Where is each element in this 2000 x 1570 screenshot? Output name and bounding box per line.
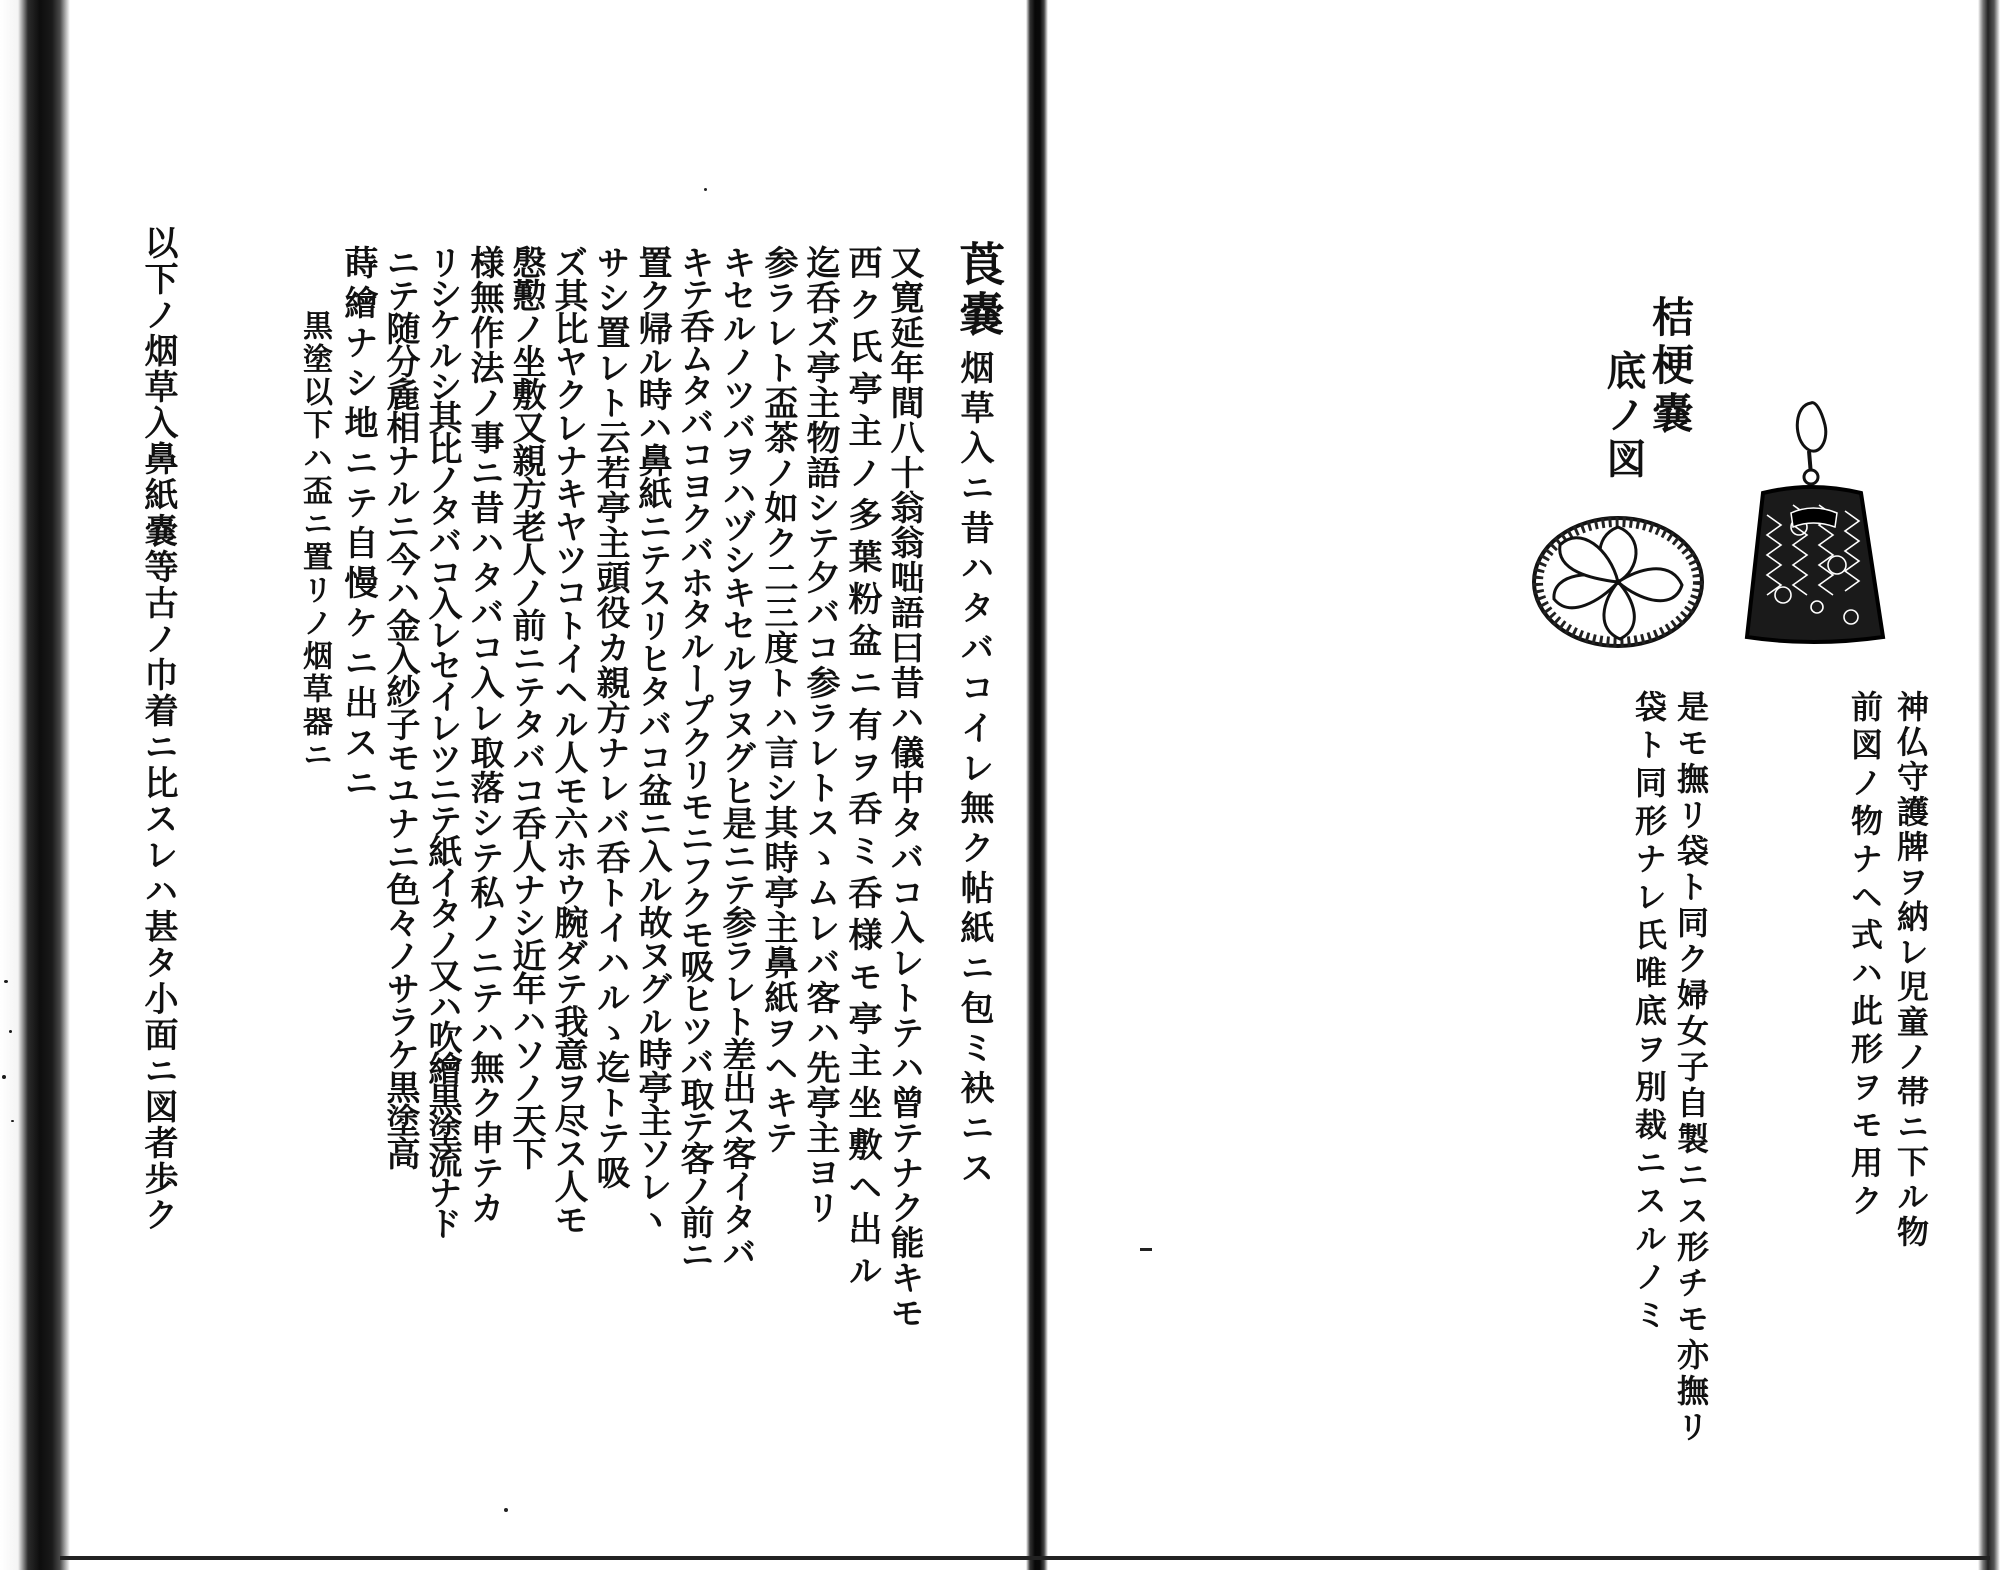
body-column-7: 置ク帰ル時ハ鼻紙ニテスリヒタバコ盆ニ入ル故ヌグル時亭主ソレヽ — [632, 245, 672, 1235]
body-column-1: 又寛延年間八十翁翁咄語曰昔ハ儀中タバコ入レトテハ曾テナク能キモ — [884, 245, 924, 1330]
ink-speck — [704, 188, 707, 191]
body-column-4: 参ラレト盃茶ノ如ク二三度トハ言シ其時亭主鼻紙ヲヘキテ — [758, 245, 798, 1155]
body-column-9: ズ其比ヤクレナキヤツコトイヘル人モ六ホウ腕ダテ我意ヲ尽ス人モ — [548, 245, 588, 1235]
ink-speck — [504, 1508, 508, 1512]
right-page-subtitle: 底ノ図 — [1600, 350, 1647, 482]
right-page — [1048, 0, 1978, 1556]
body-column-5: キセルノツバヲハヅシキセルヲヌグヒ是ニテ参ラレト差出ス客イタバ — [716, 245, 756, 1268]
body-column-13: ニテ随分麁相ナルニ今ハ金入紗子モユナニ色々ノサラケ黒塗高 — [380, 245, 420, 1169]
body-column-3: 迄呑ズ亭主物語シテ夕バコ参ラレトスゝムレバ客ハ先亭主ヨリ — [800, 245, 840, 1225]
amulet-pouch-icon — [1733, 395, 1893, 650]
body-column-14: 蒔繪ナシ地ニテ自慢ケニ出スニ — [338, 245, 378, 805]
body-column-8: サシ置レト云若亭主頭役カ親方ナレバ呑トイハルゝ迄トテ吸 — [590, 245, 630, 1190]
caption-column-2: 前図ノ物ナヘ式ハ此形ヲモ用ク — [1846, 690, 1884, 1222]
left-page-title: 莨嚢 — [952, 240, 1006, 340]
bellflower-base-icon — [1530, 515, 1705, 650]
body-column-12: リシケルシ其比ノタバコ入レセイレツニテ紙イタノ又ハ吹繪黒塗流ナド — [422, 245, 462, 1237]
right-page-edge — [1978, 0, 2000, 1570]
left-page-heading-remainder: 烟草入ニ昔ハタバコイレ無ク帖紙ニ包ミ袂ニス — [954, 350, 994, 1190]
body-column-2: 西ク氏亭主ノ多葉粉盆ニ有ヲ呑ミ呑様モ亭主坐敷ヘ出ル — [842, 245, 882, 1295]
caption-column-3: 是モ撫リ袋ト同ク婦女子自製ニス形チモ亦撫リ — [1672, 690, 1710, 1446]
left-page-note: 以下ノ烟草入鼻紙嚢等古ノ巾着ニ比スレハ甚タ小面ニ図者歩ク — [138, 225, 178, 1233]
body-column-6: キテ呑ムタバコヨクバホタループクリモニフクモ吸ヒツバ取テ客ノ前ニ — [674, 245, 714, 1269]
body-column-11: 様無作法ノ事ニ昔ハタバコ入レ取落シテ私ノニテハ無ク申テカ — [464, 245, 504, 1225]
caption-column-4: 袋ト同形ナレ氏唯底ヲ別裁ニスルノミ — [1630, 690, 1668, 1336]
caption-column-1: 神仏守護牌ヲ納レ児童ノ帯ニ下ル物 — [1892, 690, 1930, 1250]
body-column-15: 黒塗以下ハ盃ニ置リノ烟草器ニ — [297, 310, 332, 772]
body-column-10: 慇懃ノ坐敷又親方老人ノ前ニテタバコ呑人ナシ近年ハソノ天下 — [506, 245, 546, 1169]
page-bottom-edge — [60, 1556, 1990, 1560]
ink-speck — [1140, 1248, 1152, 1251]
center-gutter — [1026, 0, 1048, 1570]
left-binding-edge — [0, 0, 70, 1570]
right-page-title: 桔梗嚢 — [1646, 295, 1695, 439]
